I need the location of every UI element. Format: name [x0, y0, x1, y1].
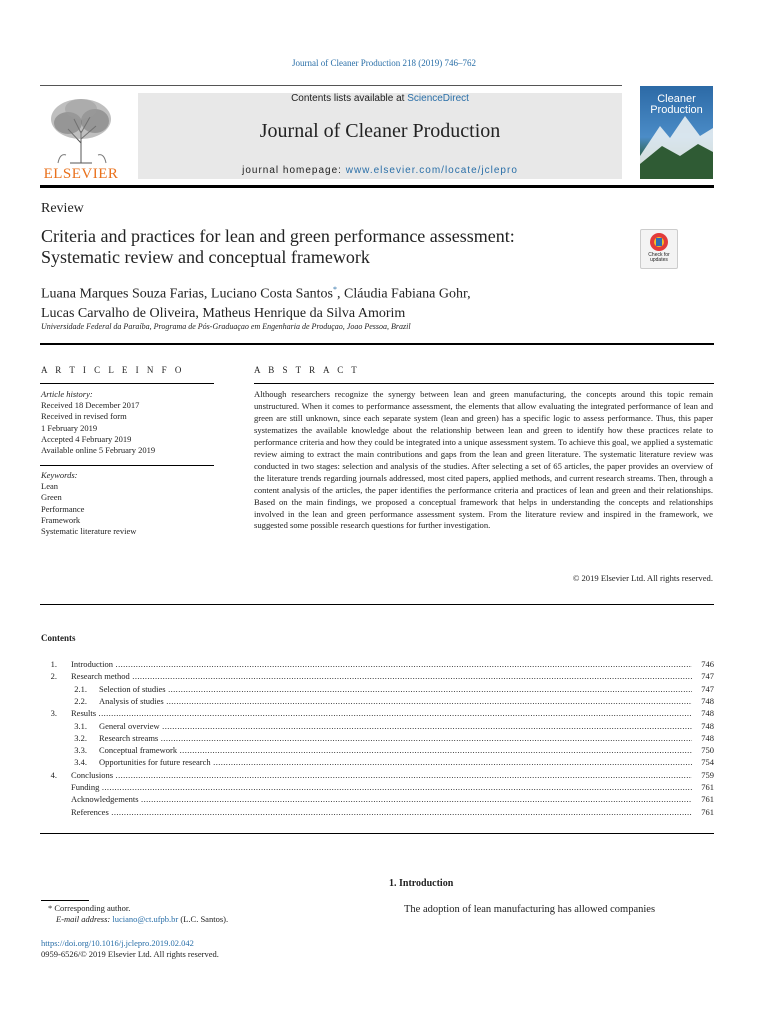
journal-title: Journal of Cleaner Production — [259, 120, 501, 142]
toc-entry[interactable] — [41, 744, 714, 756]
section-divider — [40, 833, 714, 834]
toc-entry-page: 748 — [694, 732, 714, 744]
authors-line1 — [41, 280, 601, 304]
toc-entry[interactable] — [41, 769, 714, 781]
toc-entry-title[interactable]: Acknowledgements ..... — [71, 793, 692, 805]
journal-citation[interactable]: Journal of Cleaner Production 218 (2019) 746–762 — [292, 58, 476, 68]
toc-entry[interactable] — [41, 781, 714, 793]
corresponding-author-mark[interactable]: * — [333, 285, 337, 294]
toc-entry-page: 746 — [694, 658, 714, 670]
article-history — [41, 389, 155, 456]
keyword-item: Framework — [41, 514, 81, 525]
toc-entry-title[interactable]: Funding ..... — [71, 781, 692, 793]
article-info-heading: A R T I C L E I N F O — [41, 365, 185, 375]
toc-entry-page: 748 — [694, 720, 714, 732]
keyword-item: Lean — [41, 481, 58, 492]
authors-line1-start[interactable]: Luana Marques Souza Farias, Luciano Costa Santos — [41, 286, 333, 302]
authors-line2[interactable]: Lucas Carvalho de Oliveira, Matheus Henrique da Silva Amorim — [41, 305, 406, 321]
history-item: Received 18 December 2017 — [41, 400, 140, 411]
toc-entry-page: 761 — [694, 793, 714, 805]
toc-entry-number: 2.2. — [74, 695, 87, 706]
author-list — [41, 280, 601, 323]
history-item: 1 February 2019 — [41, 422, 98, 433]
toc-entry-number: 3.2. — [74, 732, 87, 743]
toc-entry-page: 747 — [694, 683, 714, 695]
publisher-wordmark: ELSEVIER — [43, 166, 119, 182]
cover-title — [640, 94, 713, 116]
authors-line1-end[interactable]: , Cláudia Fabiana Gohr, — [337, 286, 471, 302]
email-suffix: (L.C. Santos). — [178, 914, 229, 924]
contents-prefix: Contents lists available at — [291, 93, 408, 104]
history-item: Received in revised form — [41, 411, 127, 422]
email-label: E-mail address: — [56, 914, 111, 924]
keyword-item: Performance — [41, 503, 85, 514]
article-info-rule — [40, 383, 214, 384]
history-item: Accepted 4 February 2019 — [41, 433, 132, 444]
section-divider — [40, 343, 714, 345]
toc-entry-page: 748 — [694, 707, 714, 719]
toc-entry-title[interactable]: Introduction ..... — [71, 658, 692, 670]
toc-entry[interactable] — [41, 707, 714, 719]
keywords-rule — [40, 465, 214, 466]
abstract-heading: A B S T R A C T — [254, 365, 360, 375]
affiliation: Universidade Federal da Paraíba, Programa de Pós-Graduaçao em Engenharia de Produçao, Joao Pessoa, Brazil — [41, 322, 411, 331]
check-for-updates-button[interactable] — [640, 229, 678, 269]
toc-entry[interactable] — [41, 732, 714, 744]
abstract-rule — [254, 383, 714, 384]
issn-copyright: 0959-6526/© 2019 Elsevier Ltd. All rights reserved. — [41, 949, 219, 959]
toc-entry-title[interactable]: Selection of studies ..... — [99, 683, 692, 695]
toc-entry-title[interactable]: Results ..... — [71, 707, 692, 719]
keyword-item: Green — [41, 492, 62, 503]
toc-entry-title[interactable]: References ..... — [71, 806, 692, 818]
abstract-copyright: © 2019 Elsevier Ltd. All rights reserved. — [572, 573, 713, 583]
toc-entry[interactable] — [41, 670, 714, 682]
section-divider — [40, 604, 714, 605]
homepage-link[interactable]: www.elsevier.com/locate/jclepro — [345, 165, 518, 176]
toc-entry-number: 4. — [50, 769, 57, 780]
introduction-heading: 1. Introduction — [389, 878, 454, 889]
article-title-line1: Criteria and practices for lean and green performance assessment: — [41, 226, 515, 246]
toc-entry[interactable] — [41, 683, 714, 695]
toc-entry-number: 3.1. — [74, 720, 87, 731]
toc-entry-number: 3. — [50, 708, 57, 719]
check-for-updates-label: Check for updates — [648, 252, 670, 263]
toc-entry[interactable] — [41, 695, 714, 707]
toc-entry-title[interactable]: Conclusions ..... — [71, 769, 692, 781]
toc-entry[interactable] — [41, 756, 714, 768]
article-type: Review — [41, 201, 84, 216]
journal-homepage-line — [138, 165, 622, 176]
toc-entry[interactable] — [41, 720, 714, 732]
footnote-text: Corresponding author. — [54, 903, 131, 913]
homepage-prefix: journal homepage: — [242, 165, 346, 176]
toc-entry-title[interactable]: Research streams ..... — [99, 732, 692, 744]
toc-entry-page: 747 — [694, 670, 714, 682]
toc-entry-number: 2.1. — [74, 683, 87, 694]
cover-title-line2: Production — [650, 104, 703, 116]
toc-entry-page: 754 — [694, 756, 714, 768]
contents-heading: Contents — [41, 633, 76, 643]
contents-availability-line — [138, 93, 622, 104]
toc-entry-page: 750 — [694, 744, 714, 756]
toc-entry[interactable] — [41, 793, 714, 805]
footnote-mark: * — [48, 903, 53, 913]
corresponding-author-footnote — [48, 903, 228, 925]
keyword-item: Systematic literature review — [41, 526, 137, 537]
cover-title-line1: Cleaner — [657, 93, 696, 105]
abstract-text: Although researchers recognize the synergy between lean and green manufacturing, the concepts around this topic remain unstructured. When it comes to performance assessment, the elements that allow evaluating the integrated performance of lean and green are still unknown, since each separate system (lean and green) has a specific logic to assess performance. Thus, this paper systematizes the available knowledge about the relationship between lean and green to identify how these practices relate to performance criteria and how they could be integrated into a unique assessment system. To achieve this goal, we applied a systematic review aiming to extract the main contributions and gaps from the lean and green literature. The systematic literature review was conducted in two stages: selection and analysis of the studies. After selecting a set of 65 articles, the paper provides an overview of the literature trends regarding journals addressed, most cited papers, applied methods, and current research streams. Then, through a content analysis of the articles, the paper identifies the performance criteria and practices of lean and green and their relationships. Based on the main findings, we proposed a conceptual framework that helps in understanding the concepts and relationships involved in the lean and green performance assessment system. From the literature review and inspired in the framework, we suggested some possible research questions for further investigation. — [254, 389, 713, 531]
toc-entry-title[interactable]: Opportunities for future research ..... — [99, 756, 692, 768]
introduction-text: The adoption of lean manufacturing has allowed companies — [404, 904, 656, 915]
doi-link[interactable]: https://doi.org/10.1016/j.jclepro.2019.02.042 — [41, 938, 194, 948]
toc-entry-page: 761 — [694, 806, 714, 818]
toc-entry-title[interactable]: Research method ..... — [71, 670, 692, 682]
toc-entry-number: 1. — [50, 659, 57, 669]
toc-entry-number: 3.3. — [74, 745, 87, 756]
toc-entry[interactable] — [41, 658, 714, 670]
toc-entry-number: 3.4. — [74, 757, 87, 768]
toc-entry-number: 2. — [50, 671, 57, 682]
keywords — [41, 470, 136, 537]
article-history-label: Article history: — [41, 389, 93, 399]
toc-entry-title[interactable]: Conceptual framework ..... — [99, 744, 692, 756]
toc-entry-page: 748 — [694, 695, 714, 707]
toc-entry-title[interactable]: Analysis of studies ..... — [99, 695, 692, 707]
sciencedirect-link[interactable]: ScienceDirect — [407, 93, 469, 104]
email-link[interactable]: luciano@ct.ufpb.br — [112, 914, 179, 924]
keywords-label: Keywords: — [41, 470, 78, 480]
footnote-line2 — [48, 914, 228, 925]
article-title-line2: Systematic review and conceptual framework — [41, 247, 370, 267]
header-divider — [40, 85, 622, 86]
history-item: Available online 5 February 2019 — [41, 445, 156, 456]
footnote-line1 — [48, 903, 228, 914]
header-thick-rule — [40, 185, 714, 188]
toc-entry-title[interactable]: General overview ..... — [99, 720, 692, 732]
toc-entry-page: 759 — [694, 769, 714, 781]
footnote-rule — [41, 900, 89, 901]
article-title — [41, 226, 621, 268]
toc-entry[interactable] — [41, 806, 714, 818]
toc-entry-page: 761 — [694, 781, 714, 793]
